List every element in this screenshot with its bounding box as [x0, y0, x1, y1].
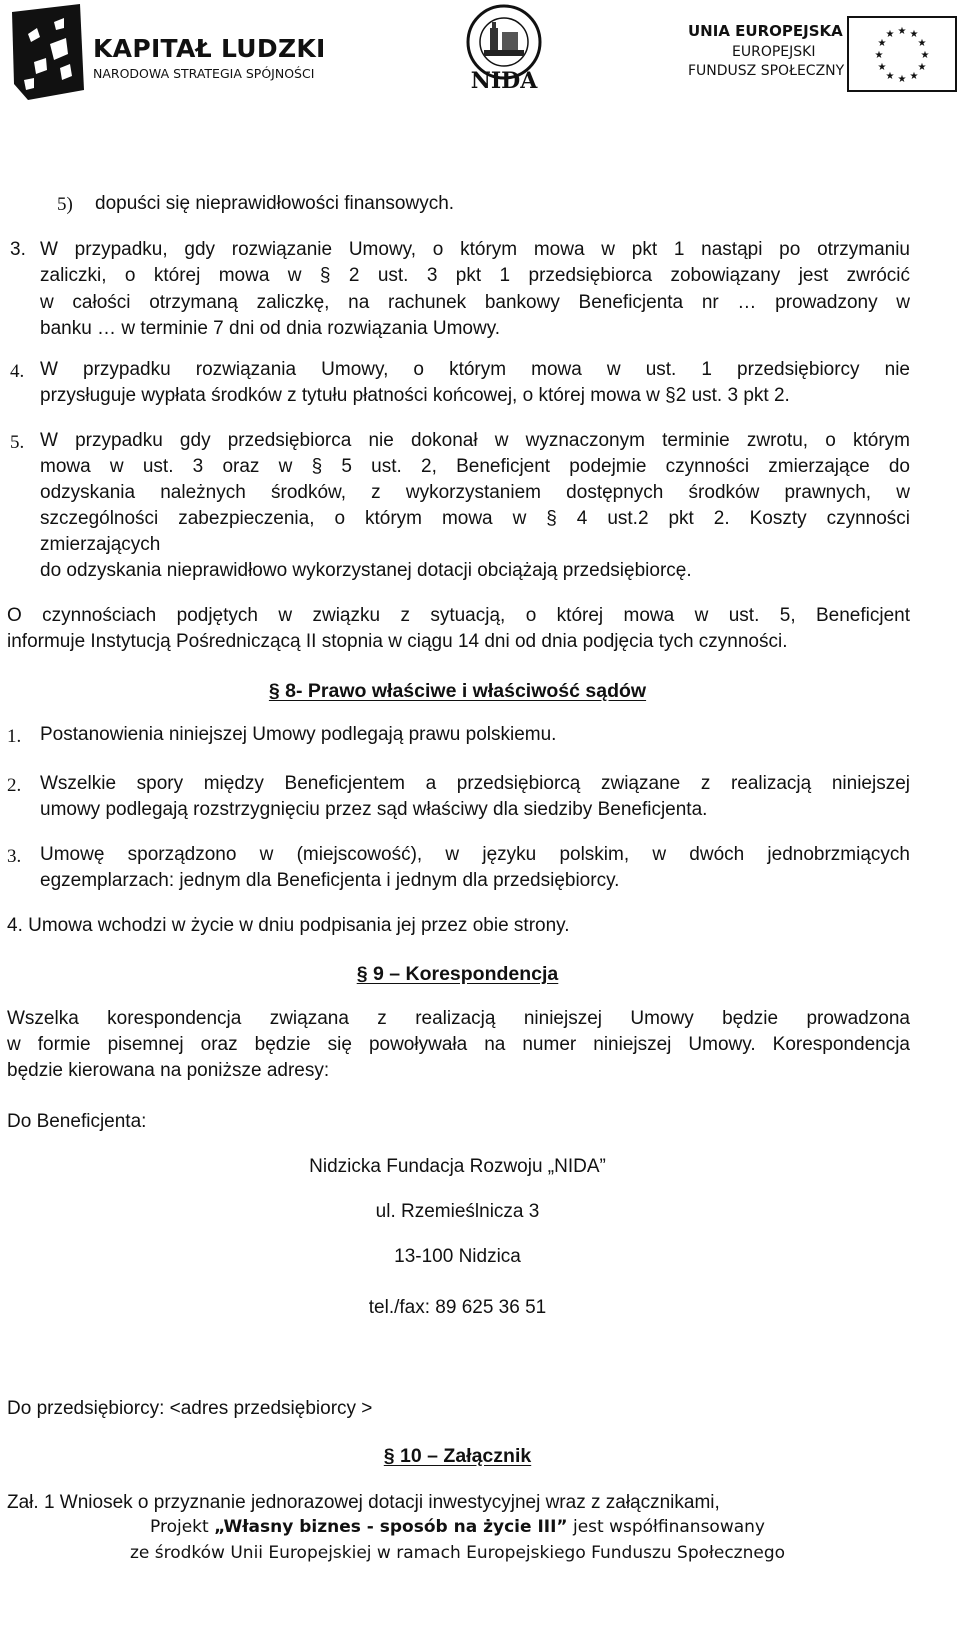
svg-text:★: ★: [885, 29, 895, 40]
kapital-ludzki-emblem-icon: [10, 4, 94, 100]
list-number: 3.: [7, 846, 22, 867]
footer-line1: [0, 1517, 915, 1537]
svg-text:★: ★: [885, 71, 895, 82]
paragraph-line: przysługuje wypłata środków z tytułu płatności końcowej, o której mowa w §2 ust. 3 pkt 2.: [40, 385, 790, 406]
eu-fund-line2: FUNDUSZ SPOŁECZNY: [688, 63, 845, 79]
paragraph-line: do odzyskania nieprawidłowo wykorzystanej dotacji obciążają przedsiębiorcę.: [40, 560, 692, 581]
paragraph-line: w całości otrzymaną zaliczkę, na rachunek bankowy Beneficjenta nr … prowadzony w: [40, 292, 910, 313]
eu-stars-icon: [849, 18, 955, 90]
list-number: 3.: [10, 239, 26, 260]
paragraph-line: egzemplarzach: jednym dla Beneficjenta i jednym dla przedsiębiorcy.: [40, 870, 620, 891]
paragraph-line: zaliczki, o której mowa w § 2 ust. 3 pkt 1 przedsiębiorca zobowiązany jest zwrócić: [40, 265, 910, 286]
paragraph-line: W przypadku rozwiązania Umowy, o którym mowa w ust. 1 przedsiębiorcy nie: [40, 359, 910, 380]
section-heading: § 9 – Korespondencja: [356, 963, 559, 985]
paragraph-line: mowa w ust. 3 oraz w § 5 ust. 2, Beneficjent podejmie czynności zmierzające do: [40, 456, 910, 477]
paragraph-line: odzyskania należnych środków, z wykorzystaniem dostępnych środków prawnych, w: [40, 482, 910, 503]
list-item-text: 4. Umowa wchodzi w życie w dniu podpisania jej przez obie strony.: [7, 915, 570, 936]
paragraph-line: w formie pisemnej oraz będzie się powoływała na numer niniejszej Umowy. Korespondencja: [7, 1034, 910, 1055]
eu-title: UNIA EUROPEJSKA: [688, 22, 843, 40]
svg-text:★: ★: [917, 62, 927, 73]
svg-text:★: ★: [909, 29, 919, 40]
svg-text:★: ★: [909, 71, 919, 82]
svg-text:NIDA: NIDA: [470, 68, 538, 94]
section-heading: § 10 – Załącznik: [383, 1445, 532, 1467]
footer-line2: ze środków Unii Europejskiej w ramach Europejskiego Funduszu Społecznego: [129, 1543, 786, 1563]
svg-text:★: ★: [874, 50, 884, 61]
list-number: 1.: [7, 726, 22, 747]
attachment-item: Zał. 1 Wniosek o przyznanie jednorazowej dotacji inwestycyjnej wraz z załącznikami,: [7, 1492, 720, 1513]
svg-text:★: ★: [920, 50, 930, 61]
nida-foundation-logo: [454, 2, 554, 98]
paragraph-line: O czynnościach podjętych w związku z sytuacją, o której mowa w ust. 5, Beneficjent: [7, 605, 910, 626]
nida-castle-seal-icon: [454, 2, 554, 98]
svg-text:★: ★: [877, 62, 887, 73]
list-number: 2.: [7, 775, 22, 796]
svg-text:★: ★: [917, 38, 927, 49]
paragraph-line: informuje Instytucją Pośredniczącą II stopnia w ciągu 14 dni od dnia podjęcia tych czynności.: [7, 631, 788, 652]
list-item-text: dopuści się nieprawidłowości finansowych.: [95, 193, 455, 214]
paragraph-line: szczególności zabezpieczenia, o którym mowa w § 4 ust.2 pkt 2. Koszty czynności: [40, 508, 910, 529]
paragraph-line: banku … w terminie 7 dni od dnia rozwiązania Umowy.: [40, 318, 501, 339]
paragraph-line: będzie kierowana na poniższe adresy:: [7, 1060, 330, 1081]
paragraph-line: W przypadku gdy przedsiębiorca nie dokonał w wyznaczonym terminie zwrotu, o którym: [40, 430, 910, 451]
svg-text:★: ★: [877, 38, 887, 49]
list-number: 4.: [10, 361, 25, 382]
paragraph-line: Wszelkie spory między Beneficjentem a przedsiębiorcą związane z realizacją niniejszej: [40, 773, 910, 794]
paragraph-line: Wszelka korespondencja związana z realizacją niniejszej Umowy będzie prowadzona: [7, 1008, 910, 1029]
paragraph-line: zmierzających: [40, 534, 161, 555]
address-org: Nidzicka Fundacja Rozwoju „NIDA”: [309, 1156, 606, 1177]
addressee-label: Do Beneficjenta:: [7, 1111, 147, 1132]
list-number: 5): [57, 194, 73, 215]
footer-project-suffix: jest współfinansowany: [567, 1517, 765, 1537]
list-item-text: Postanowienia niniejszej Umowy podlegają prawu polskiemu.: [40, 724, 557, 745]
eu-fund-line1: EUROPEJSKI: [732, 44, 816, 60]
list-number: 5.: [10, 432, 25, 453]
eu-flag: [847, 16, 957, 92]
kapital-ludzki-subtitle: NARODOWA STRATEGIA SPÓJNOŚCI: [93, 66, 315, 81]
svg-text:★: ★: [897, 26, 907, 37]
svg-text:★: ★: [897, 74, 907, 85]
section-heading: § 8- Prawo właściwe i właściwość sądów: [268, 680, 647, 702]
paragraph-line: Umowę sporządzono w (miejscowość), w języku polskim, w dwóch jednobrzmiących: [40, 844, 910, 865]
address-city: 13-100 Nidzica: [394, 1246, 521, 1267]
kapital-ludzki-title: KAPITAŁ LUDZKI: [93, 34, 326, 63]
footer-project-prefix: Projekt: [150, 1517, 215, 1537]
paragraph-line: W przypadku, gdy rozwiązanie Umowy, o którym mowa w pkt 1 nastąpi po otrzymaniu: [40, 239, 910, 260]
addressee-label: Do przedsiębiorcy: <adres przedsiębiorcy >: [7, 1398, 373, 1419]
paragraph-line: umowy podlegają rozstrzygnięciu przez sąd właściwy dla siedziby Beneficjenta.: [40, 799, 708, 820]
address-phone: tel./fax: 89 625 36 51: [368, 1297, 547, 1318]
footer-project-name: „Własny biznes - sposób na życie III”: [214, 1517, 568, 1537]
address-street: ul. Rzemieślnicza 3: [375, 1201, 540, 1222]
